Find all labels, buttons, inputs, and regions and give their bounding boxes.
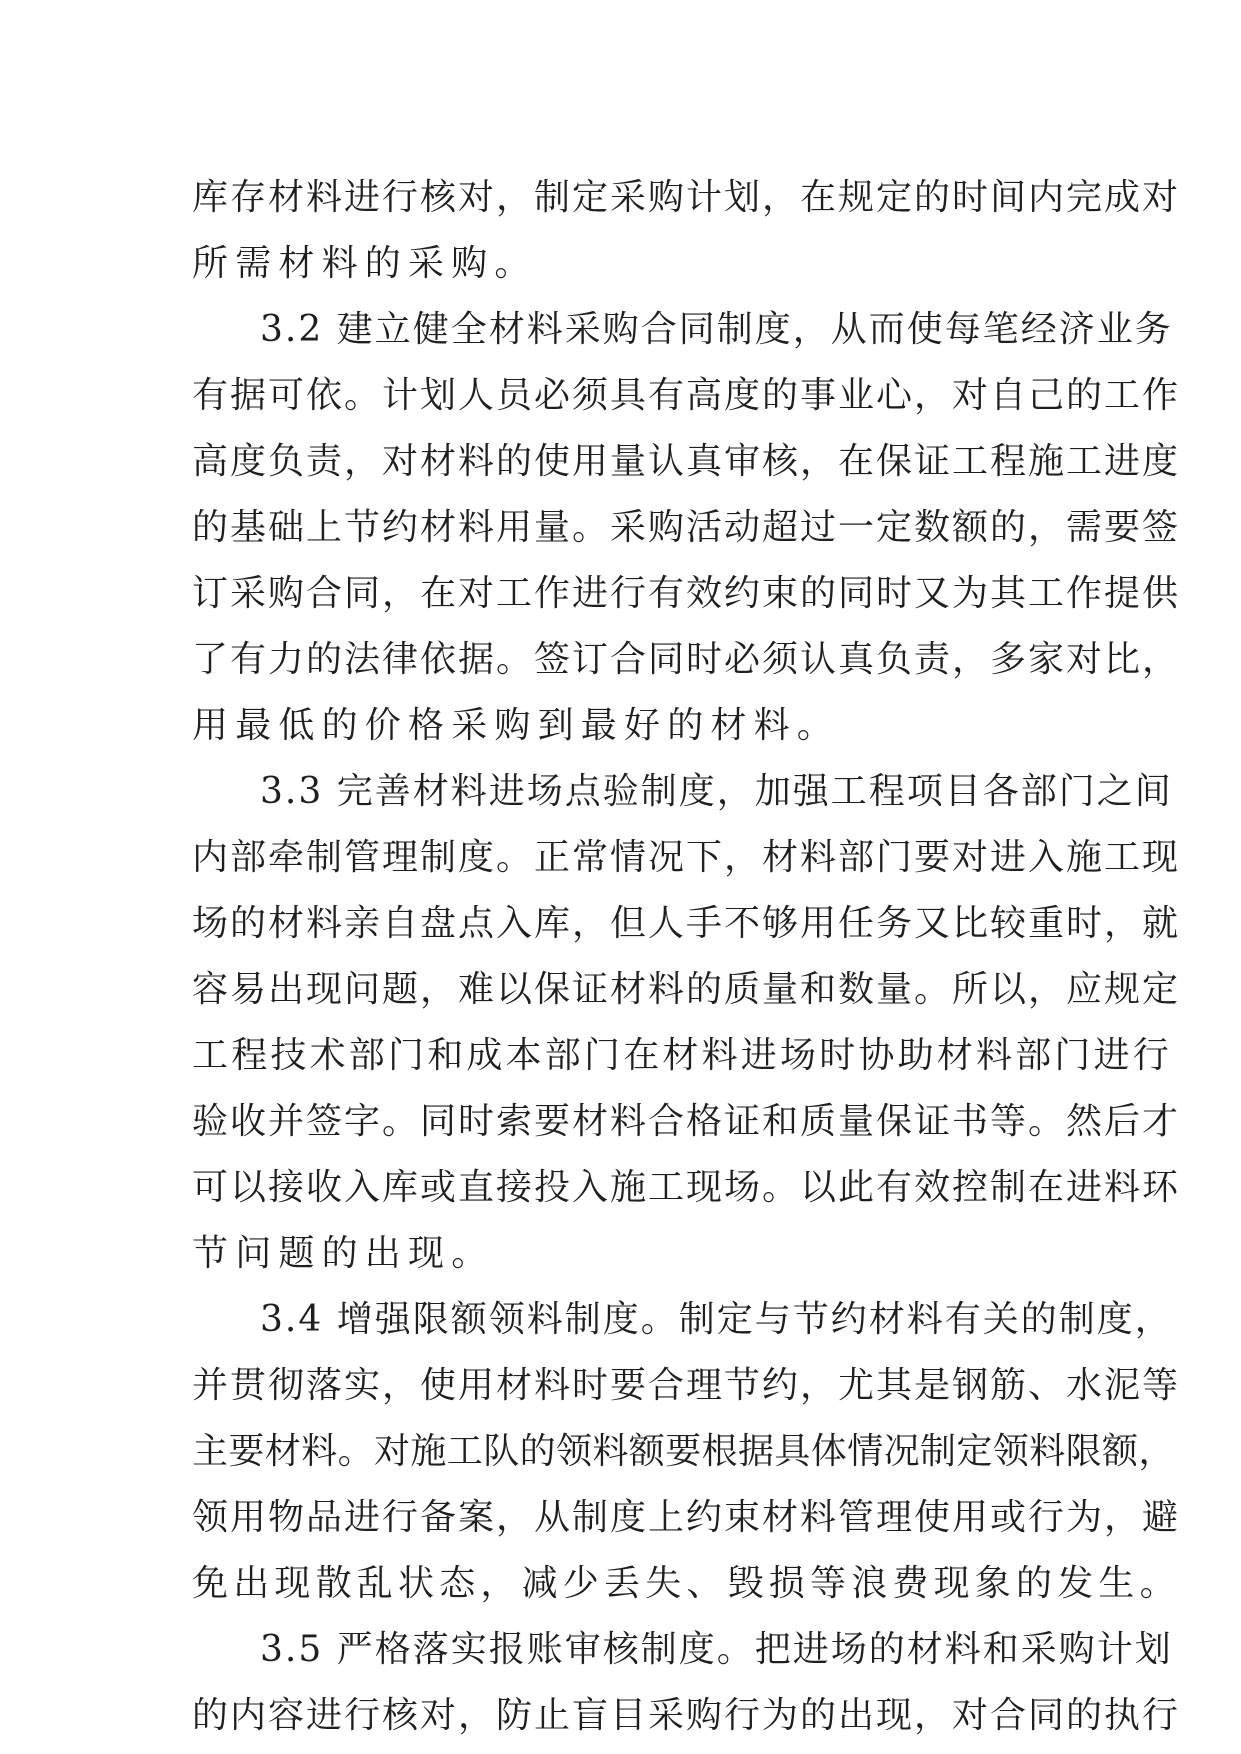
text-line: 领用物品进行备案，从制度上约束材料管理使用或行为，避 (192, 1497, 1181, 1538)
text-line: 可以接收入库或直接投入施工现场。以此有效控制在进料环 (192, 1167, 1181, 1208)
text-line: 所需材料的采购。 (192, 243, 538, 284)
text-line: 库存材料进行核对，制定采购计划，在规定的时间内完成对 (192, 177, 1181, 218)
text-line: 订采购合同，在对工作进行有效约束的同时又为其工作提供 (192, 573, 1181, 614)
text-line: 内部牵制管理制度。正常情况下，材料部门要对进入施工现 (192, 837, 1181, 878)
text-line: 高度负责，对材料的使用量认真审核，在保证工程施工进度 (192, 441, 1181, 482)
text-line: 的内容进行核对，防止盲目采购行为的出现，对合同的执行 (192, 1695, 1181, 1736)
text-line: 容易出现问题，难以保证材料的质量和数量。所以，应规定 (192, 969, 1181, 1010)
section-3-2-heading-line: 3.2 建立健全材料采购合同制度，从而使每笔经济业务 (260, 309, 1173, 350)
text-line: 节问题的出现。 (192, 1233, 495, 1274)
text-line: 的基础上节约材料用量。采购活动超过一定数额的，需要签 (192, 507, 1181, 548)
text-line: 验收并签字。同时索要材料合格证和质量保证书等。然后才 (192, 1101, 1181, 1142)
text-line: 工程技术部门和成本部门在材料进场时协助材料部门进行 (192, 1035, 1173, 1076)
section-3-5-heading-line: 3.5 严格落实报账审核制度。把进场的材料和采购计划 (260, 1629, 1173, 1670)
text-line: 用最低的价格采购到最好的材料。 (192, 705, 841, 746)
text-line: 主要材料。对施工队的领料额要根据具体情况制定领料限额， (192, 1431, 1175, 1472)
text-line: 并贯彻落实，使用材料时要合理节约，尤其是钢筋、水泥等 (192, 1365, 1181, 1406)
text-line: 了有力的法律依据。签订合同时必须认真负责，多家对比， (192, 639, 1181, 680)
text-line: 场的材料亲自盘点入库，但人手不够用任务又比较重时，就 (192, 903, 1181, 944)
text-line: 有据可依。计划人员必须具有高度的事业心，对自己的工作 (192, 375, 1181, 416)
section-3-3-heading-line: 3.3 完善材料进场点验制度，加强工程项目各部门之间 (260, 771, 1173, 812)
text-line: 免出现散乱状态，减少丢失、毁损等浪费现象的发生。 (192, 1563, 1181, 1604)
section-3-4-heading-line: 3.4 增强限额领料制度。制定与节约材料有关的制度， (260, 1299, 1173, 1340)
